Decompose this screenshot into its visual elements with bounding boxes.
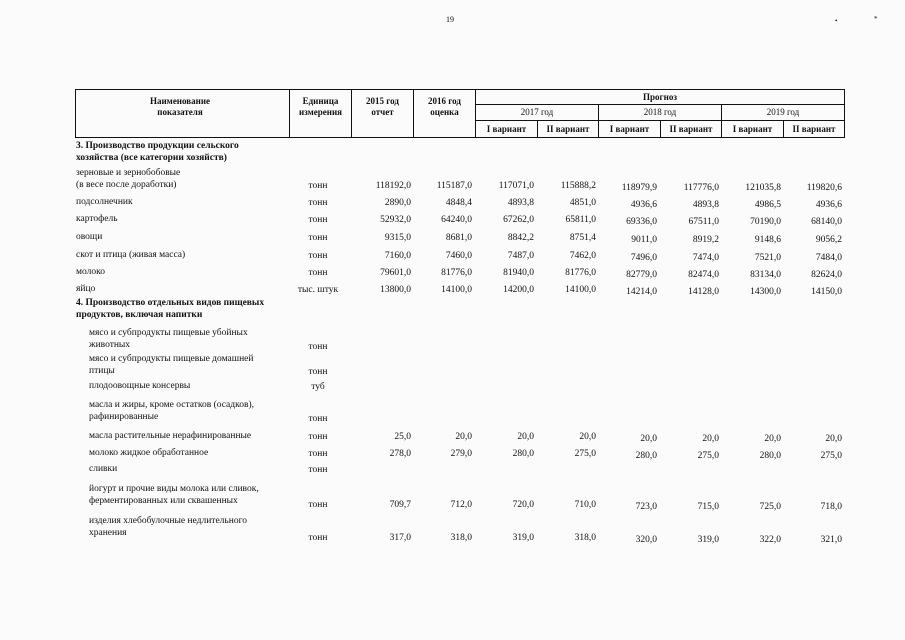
header-name-line1: Наименование: [150, 96, 210, 106]
row-label-line: (в весе после доработки): [76, 180, 177, 190]
value-cell: 117776,0: [683, 183, 719, 193]
header-name-line2: показателя: [157, 107, 203, 117]
value-cell: 275,0: [697, 451, 719, 461]
value-cell: 723,0: [635, 502, 657, 512]
value-cell: 115187,0: [436, 181, 472, 191]
value-cell: 280,0: [759, 451, 781, 461]
header-top-rule: [75, 89, 845, 90]
row-label-line: масла и жиры, кроме остатков (осадков),: [89, 400, 255, 410]
row-unit: тонн: [308, 533, 328, 543]
row-unit: тонн: [308, 432, 328, 442]
value-cell: 710,0: [574, 500, 596, 510]
section-3-title: [76, 140, 239, 164]
row-label-line: зерновые и зернобобовые: [76, 168, 181, 178]
value-cell: 81776,0: [441, 268, 472, 278]
value-cell: 7487,0: [507, 251, 534, 261]
row-label: [89, 430, 251, 442]
value-cell: 13800,0: [380, 285, 411, 295]
value-cell: 718,0: [820, 502, 842, 512]
row-unit: тонн: [308, 465, 328, 475]
row-unit: тонн: [308, 233, 328, 243]
row-label-line: подсолнечник: [76, 197, 133, 207]
value-cell: 318,0: [450, 533, 472, 543]
value-cell: 280,0: [512, 449, 534, 459]
value-cell: 4936,6: [630, 200, 657, 210]
value-cell: 7460,0: [445, 251, 472, 261]
value-cell: 14128,0: [688, 287, 719, 297]
value-cell: 119820,6: [806, 183, 842, 193]
value-cell: 69336,0: [626, 217, 657, 227]
row-unit: тонн: [308, 181, 328, 191]
header-year-2017: 2017 год: [520, 107, 554, 117]
row-unit: тонн: [308, 414, 328, 424]
value-cell: 4936,6: [815, 200, 842, 210]
value-cell: 14200,0: [503, 285, 534, 295]
row-label-line: масла растительные нерафинированные: [89, 431, 252, 441]
value-cell: 20,0: [579, 432, 596, 442]
header-year-2019: 2019 год: [766, 107, 800, 117]
value-cell: 7521,0: [754, 253, 781, 263]
value-cell: 275,0: [574, 449, 596, 459]
header-unit-line2: измерения: [298, 107, 343, 117]
header-unit-cell: [290, 96, 351, 118]
corner-mark-star: *: [874, 15, 878, 23]
row-label-line: мясо и субпродукты пищевые убойных: [89, 328, 248, 338]
value-cell: 79601,0: [380, 268, 411, 278]
value-cell: 4893,8: [692, 200, 719, 210]
value-cell: 70190,0: [750, 217, 781, 227]
value-cell: 318,0: [574, 533, 596, 543]
value-cell: 81776,0: [565, 268, 596, 278]
value-cell: 8681,0: [445, 233, 472, 243]
row-label: [76, 213, 118, 225]
row-unit: туб: [311, 382, 325, 392]
value-cell: 725,0: [759, 502, 781, 512]
value-cell: 20,0: [702, 434, 719, 444]
value-cell: 322,0: [759, 535, 781, 545]
value-cell: 82474,0: [688, 270, 719, 280]
value-cell: 4893,8: [507, 198, 534, 208]
row-label-line: мясо и субпродукты пищевые домашней: [89, 354, 254, 364]
header-variant1-2017: I вариант: [486, 124, 527, 134]
value-cell: 20,0: [517, 432, 534, 442]
value-cell: 8751,4: [569, 233, 596, 243]
value-cell: 715,0: [697, 502, 719, 512]
header-2016-line2: оценка: [430, 107, 459, 117]
value-cell: 280,0: [635, 451, 657, 461]
value-cell: 115888,2: [560, 181, 596, 191]
row-label-line: животных: [89, 340, 131, 350]
value-cell: 117071,0: [498, 181, 534, 191]
value-cell: 65811,0: [565, 215, 596, 225]
header-variant2-2017: II вариант: [546, 124, 590, 134]
header-variant1-2019: I вариант: [732, 124, 773, 134]
row-label-line: птицы: [89, 366, 115, 376]
value-cell: 82624,0: [811, 270, 842, 280]
value-cell: 14100,0: [565, 285, 596, 295]
value-cell: 82779,0: [626, 270, 657, 280]
value-cell: 9148,6: [754, 235, 781, 245]
header-vline: [844, 89, 845, 138]
value-cell: 321,0: [820, 535, 842, 545]
value-cell: 9315,0: [384, 233, 411, 243]
row-label: [89, 463, 117, 475]
value-cell: 319,0: [697, 535, 719, 545]
value-cell: 20,0: [455, 432, 472, 442]
value-cell: 9011,0: [631, 235, 657, 245]
row-label: [76, 167, 180, 191]
corner-mark-dot: •: [835, 17, 838, 25]
header-2015-line1: 2015 год: [366, 96, 399, 106]
row-unit: тонн: [308, 367, 328, 377]
forecast-rule: [475, 104, 845, 105]
value-cell: 20,0: [640, 434, 657, 444]
row-unit: тонн: [308, 215, 328, 225]
header-bottom-rule: [75, 137, 845, 138]
value-cell: 7484,0: [815, 253, 842, 263]
row-unit: тонн: [308, 342, 328, 352]
header-2016-line1: 2016 год: [428, 96, 461, 106]
value-cell: 279,0: [450, 449, 472, 459]
row-label-line: изделия хлебобулочные недлительного: [89, 516, 247, 526]
header-2015-line2: отчет: [371, 107, 394, 117]
value-cell: 25,0: [394, 432, 411, 442]
row-label-line: плодоовощные консервы: [89, 381, 191, 391]
value-cell: 81940,0: [503, 268, 534, 278]
value-cell: 118192,0: [375, 181, 411, 191]
row-label: [76, 266, 105, 278]
row-unit: тонн: [308, 500, 328, 510]
row-label-line: ферментированных или сквашенных: [89, 496, 238, 506]
value-cell: 320,0: [635, 535, 657, 545]
row-label: [89, 447, 208, 459]
row-label-line: сливки: [89, 464, 118, 474]
value-cell: 712,0: [450, 500, 472, 510]
header-unit-line1: Единица: [302, 96, 339, 106]
value-cell: 14214,0: [626, 287, 657, 297]
value-cell: 14150,0: [811, 287, 842, 297]
header-vline: [75, 89, 76, 138]
value-cell: 67511,0: [688, 217, 719, 227]
section-4-title: [76, 297, 264, 321]
row-unit: тонн: [308, 268, 328, 278]
value-cell: 4848,4: [445, 198, 472, 208]
value-cell: 118979,9: [621, 183, 657, 193]
value-cell: 319,0: [512, 533, 534, 543]
row-label-line: овощи: [76, 232, 103, 242]
row-label: [89, 353, 253, 377]
section-4-title-line2: продуктов, включая напитки: [76, 310, 203, 320]
row-label: [76, 196, 133, 208]
value-cell: 20,0: [764, 434, 781, 444]
value-cell: 67262,0: [503, 215, 534, 225]
value-cell: 20,0: [825, 434, 842, 444]
page-number: 19: [446, 15, 454, 24]
row-unit: тыс. штук: [297, 285, 339, 295]
value-cell: 9056,2: [815, 235, 842, 245]
value-cell: 7462,0: [569, 251, 596, 261]
header-year-2018: 2018 год: [643, 107, 677, 117]
value-cell: 275,0: [820, 451, 842, 461]
row-label-line: скот и птица (живая масса): [76, 250, 186, 260]
value-cell: 14100,0: [441, 285, 472, 295]
row-label: [76, 231, 102, 243]
section-3-title-line1: 3. Производство продукции сельского: [76, 141, 239, 151]
value-cell: 7160,0: [384, 251, 411, 261]
section-4-title-line1: 4. Производство отдельных видов пищевых: [76, 298, 265, 308]
value-cell: 2890,0: [384, 198, 411, 208]
value-cell: 68140,0: [811, 217, 842, 227]
row-label-line: хранения: [89, 528, 127, 538]
value-cell: 8842,2: [507, 233, 534, 243]
row-unit: тонн: [308, 251, 328, 261]
header-name-cell: [120, 96, 240, 118]
value-cell: 7496,0: [630, 253, 657, 263]
header-2016-cell: [414, 96, 475, 118]
value-cell: 52932,0: [380, 215, 411, 225]
row-label: [89, 483, 259, 507]
value-cell: 64240,0: [441, 215, 472, 225]
header-2015-cell: [352, 96, 413, 118]
value-cell: 720,0: [512, 500, 534, 510]
value-cell: 14300,0: [750, 287, 781, 297]
value-cell: 121035,8: [745, 183, 781, 193]
value-cell: 4986,5: [754, 200, 781, 210]
row-label: [89, 327, 248, 351]
row-label-line: молоко: [76, 267, 106, 277]
header-forecast: Прогноз: [643, 92, 677, 102]
row-label: [76, 283, 95, 295]
row-label-line: рафинированные: [89, 412, 159, 422]
value-cell: 317,0: [389, 533, 411, 543]
row-label-line: йогурт и прочие виды молока или сливок,: [89, 484, 259, 494]
row-label: [76, 249, 185, 261]
value-cell: 8919,2: [692, 235, 719, 245]
header-variant2-2018: II вариант: [669, 124, 713, 134]
header-variant2-2019: II вариант: [792, 124, 836, 134]
row-label: [89, 380, 190, 392]
row-label-line: яйцо: [76, 284, 96, 294]
value-cell: 709,7: [389, 500, 411, 510]
section-3-title-line2: хозяйства (все категории хозяйств): [76, 153, 227, 163]
row-unit: тонн: [308, 198, 328, 208]
row-unit: тонн: [308, 449, 328, 459]
value-cell: 4851,0: [569, 198, 596, 208]
value-cell: 278,0: [389, 449, 411, 459]
row-label-line: картофель: [76, 214, 118, 224]
header-variant1-2018: I вариант: [609, 124, 650, 134]
value-cell: 7474,0: [692, 253, 719, 263]
value-cell: 83134,0: [750, 270, 781, 280]
row-label: [89, 515, 247, 539]
row-label-line: молоко жидкое обработанное: [89, 448, 209, 458]
row-label: [89, 399, 254, 423]
